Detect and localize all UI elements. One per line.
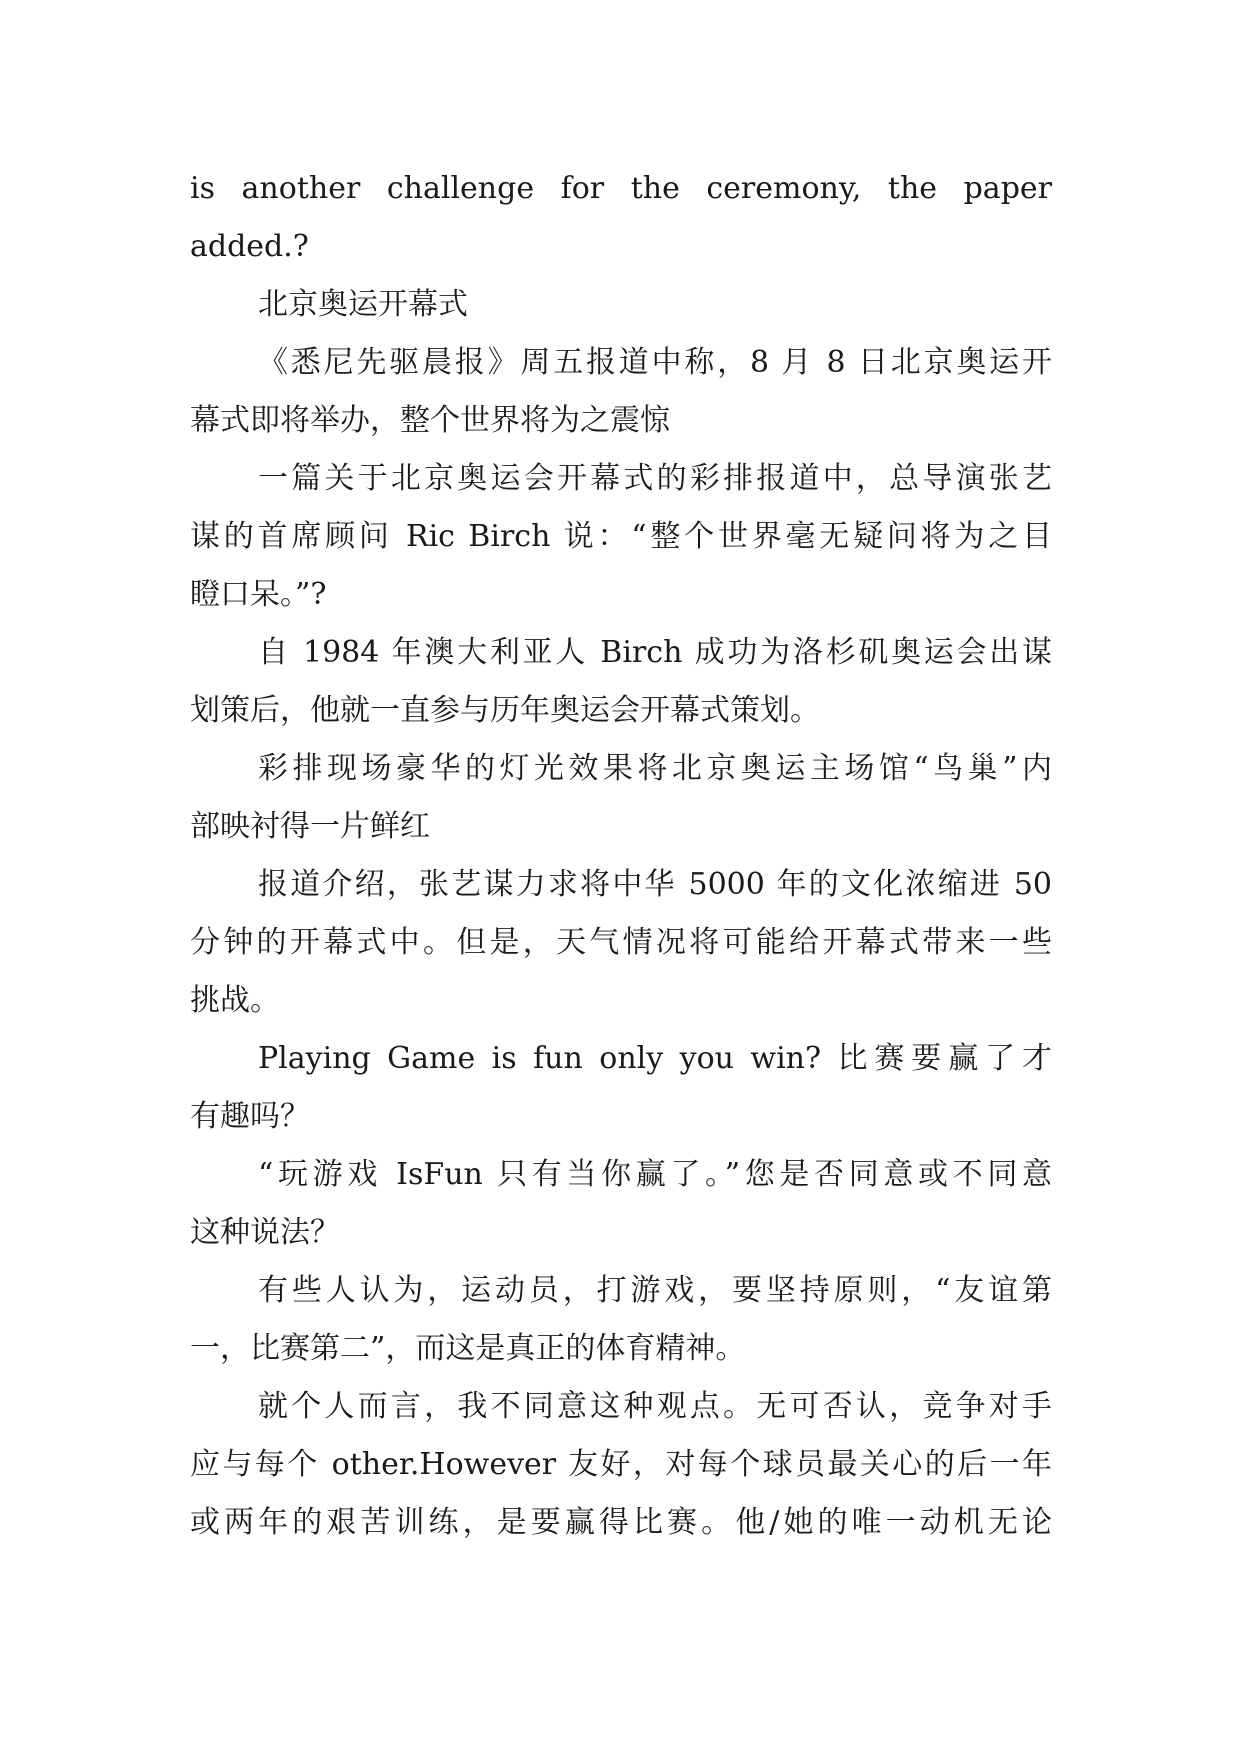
text-line: 报道介绍，张艺谋力求将中华 5000 年的文化浓缩进 50 bbox=[258, 867, 1052, 902]
text-line: Playing Game is fun only you win? 比赛要赢了才 bbox=[258, 1041, 1052, 1076]
text-line: is another challenge for the ceremony, the paper bbox=[190, 171, 1052, 206]
text-line: 瞪口呆。”? bbox=[190, 577, 327, 612]
document-body bbox=[190, 160, 1052, 1552]
text-line: “玩游戏 IsFun 只有当你赢了。”您是否同意或不同意 bbox=[258, 1157, 1052, 1192]
text-line: 分钟的开幕式中。但是，天气情况将可能给开幕式带来一些 bbox=[190, 925, 1052, 960]
text-line: 自 1984 年澳大利亚人 Birch 成功为洛杉矶奥运会出谋 bbox=[258, 635, 1052, 670]
text-line: 幕式即将举办，整个世界将为之震惊 bbox=[190, 403, 670, 438]
text-line: added.? bbox=[190, 229, 309, 264]
text-line: 有趣吗？ bbox=[190, 1099, 310, 1134]
text-line: 彩排现场豪华的灯光效果将北京奥运主场馆“鸟巢”内 bbox=[258, 751, 1052, 786]
text-line: 就个人而言，我不同意这种观点。无可否认，竞争对手 bbox=[258, 1389, 1052, 1424]
text-line: 部映衬得一片鲜红 bbox=[190, 809, 430, 844]
section-heading: 北京奥运开幕式 bbox=[258, 287, 468, 322]
text-line: 或两年的艰苦训练，是要赢得比赛。他/她的唯一动机无论 bbox=[190, 1505, 1052, 1540]
text-line: 谋的首席顾问 Ric Birch 说：“整个世界毫无疑问将为之目 bbox=[190, 519, 1052, 554]
text-line: 一，比赛第二”，而这是真正的体育精神。 bbox=[190, 1331, 746, 1366]
text-line: 划策后，他就一直参与历年奥运会开幕式策划。 bbox=[190, 693, 820, 728]
text-line: 《悉尼先驱晨报》周五报道中称，8 月 8 日北京奥运开 bbox=[258, 345, 1052, 380]
text-line: 挑战。 bbox=[190, 983, 280, 1018]
text-line: 一篇关于北京奥运会开幕式的彩排报道中，总导演张艺 bbox=[258, 461, 1052, 496]
text-line: 应与每个 other.However 友好，对每个球员最关心的后一年 bbox=[190, 1447, 1052, 1482]
text-line: 这种说法？ bbox=[190, 1215, 340, 1250]
text-line: 有些人认为，运动员，打游戏，要坚持原则，“友谊第 bbox=[258, 1273, 1052, 1308]
